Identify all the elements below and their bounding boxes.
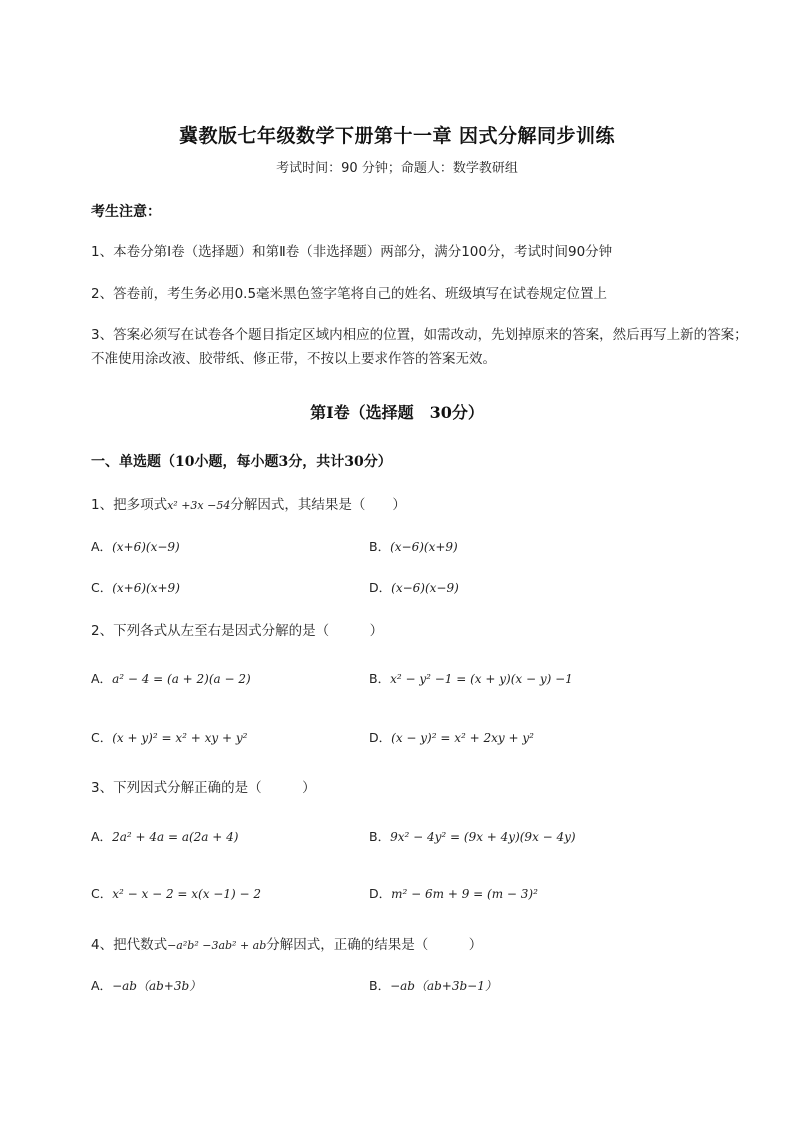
section-heading: 一、单选题（10小题，每小题3分，共计30分） (91, 454, 392, 470)
option-label: B． (369, 829, 391, 844)
question-1-expression: x² +3x −54 (167, 499, 231, 512)
option-label: A． (91, 539, 113, 554)
option-label: B． (369, 539, 391, 554)
question-2-option-b[interactable] (369, 669, 573, 687)
question-2-option-a[interactable] (91, 669, 251, 687)
notice-item-1: 1、本卷分第Ⅰ卷（选择题）和第Ⅱ卷（非选择题）两部分，满分100分，考试时间90分钟 (91, 244, 613, 260)
option-math: (x−6)(x+9) (390, 540, 458, 554)
question-4-suffix: 分解因式，正确的结果是（ ） (266, 937, 483, 953)
page-subtitle: 考试时间：90 分钟；命题人：数学教研组 (276, 161, 518, 176)
option-label: C． (91, 886, 113, 901)
notice-item-3: 3、答案必须写在试卷各个题目指定区域内相应的位置，如需改动，先划掉原来的答案，然后再写上新的答案；不准使用涂改液、胶带纸、修正带，不按以上要求作答的答案无效。 (91, 327, 748, 367)
option-label: A． (91, 829, 113, 844)
question-2-text: 2、下列各式从左至右是因式分解的是（ ） (91, 623, 384, 639)
option-math: (x − y)² = x² + 2xy + y² (391, 731, 534, 745)
option-label: C． (91, 730, 113, 745)
option-label: C． (91, 580, 113, 595)
option-math: (x + y)² = x² + xy + y² (112, 731, 248, 745)
question-3-option-b[interactable] (369, 827, 576, 845)
option-math: x² − y² −1 = (x + y)(x − y) −1 (390, 672, 573, 686)
option-math: x² − x − 2 = x(x −1) − 2 (112, 887, 261, 901)
option-label: D． (369, 886, 392, 901)
question-2-option-c[interactable] (91, 728, 247, 746)
option-math: (x+6)(x−9) (112, 540, 180, 554)
option-math: (x−6)(x−9) (391, 581, 459, 595)
question-4 (91, 933, 482, 953)
page-title: 冀教版七年级数学下册第十一章 因式分解同步训练 (178, 125, 616, 147)
question-1-option-d[interactable] (369, 578, 459, 596)
question-4-option-b[interactable] (369, 976, 497, 994)
notice-item-2: 2、答卷前，考生务必用0.5毫米黑色签字笔将自己的姓名、班级填写在试卷规定位置上 (91, 286, 608, 302)
question-4-prefix: 4、把代数式 (91, 937, 168, 953)
option-math: −ab（ab+3b−1） (390, 979, 497, 993)
question-2-option-d[interactable] (369, 728, 534, 746)
question-1 (91, 493, 406, 513)
question-1-option-a[interactable] (91, 537, 180, 555)
option-math: 2a² + 4a = a(2a + 4) (112, 830, 239, 844)
question-3-option-a[interactable] (91, 827, 238, 845)
option-label: D． (369, 580, 392, 595)
question-3-option-c[interactable] (91, 884, 261, 902)
option-label: A． (91, 671, 113, 686)
question-1-prefix: 1、把多项式 (91, 497, 168, 513)
option-math: (x+6)(x+9) (112, 581, 180, 595)
part-heading: 第Ⅰ卷（选择题 30分） (310, 403, 484, 422)
option-label: D． (369, 730, 392, 745)
option-label: B． (369, 671, 391, 686)
question-1-option-c[interactable] (91, 578, 180, 596)
question-4-option-a[interactable] (91, 976, 201, 994)
option-math: a² − 4 = (a + 2)(a − 2) (112, 672, 251, 686)
option-math: m² − 6m + 9 = (m − 3)² (391, 887, 538, 901)
notice-heading: 考生注意： (91, 204, 161, 220)
question-1-suffix: 分解因式，其结果是（ ） (230, 497, 406, 513)
question-4-expression: −a²b² −3ab² + ab (167, 939, 267, 952)
option-math: 9x² − 4y² = (9x + 4y)(9x − 4y) (390, 830, 576, 844)
option-label: A． (91, 978, 113, 993)
question-3-option-d[interactable] (369, 884, 538, 902)
question-3-text: 3、下列因式分解正确的是（ ） (91, 780, 316, 796)
option-math: −ab（ab+3b） (112, 979, 202, 993)
option-label: B． (369, 978, 391, 993)
question-3 (91, 776, 316, 796)
question-2 (91, 619, 383, 639)
question-1-option-b[interactable] (369, 537, 458, 555)
